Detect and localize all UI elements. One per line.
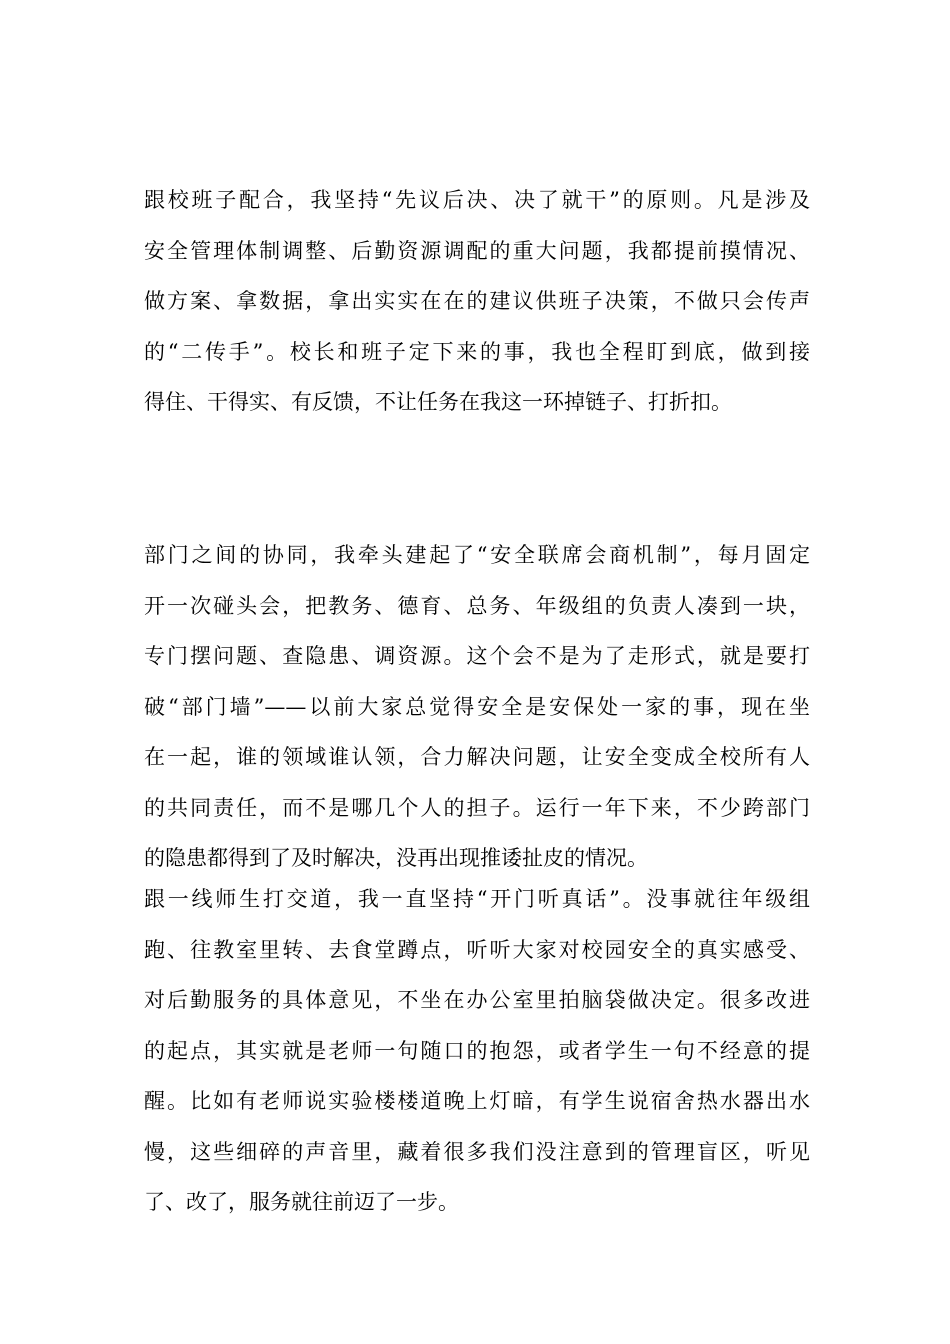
paragraph-line: 跟校班子配合，我坚持“先议后决、决了就干”的原则。凡是涉及	[144, 188, 810, 212]
paragraph-line: 的隐患都得到了及时解决，没再出现推诿扯皮的情况。	[144, 846, 648, 870]
paragraph-line: 开一次碰头会，把教务、德育、总务、年级组的负责人凑到一块，	[144, 593, 810, 618]
paragraph-leadership-coordination	[144, 175, 810, 428]
paragraph-line: 的“二传手”。校长和班子定下来的事，我也全程盯到底，做到接	[144, 339, 810, 364]
paragraph-line: 在一起，谁的领域谁认领，合力解决问题，让安全变成全校所有人	[144, 745, 810, 769]
paragraph-line: 了、改了，服务就往前迈了一步。	[144, 1190, 459, 1214]
paragraph-line: 的共同责任，而不是哪几个人的担子。运行一年下来，不少跨部门	[144, 795, 810, 820]
paragraph-line: 得住、干得实、有反馈，不让任务在我这一环掉链子、打折扣。	[144, 390, 732, 414]
paragraph-line: 醒。比如有老师说实验楼楼道晚上灯暗，有学生说宿舍热水器出水	[144, 1089, 810, 1113]
paragraph-line: 部门之间的协同，我牵头建起了“安全联席会商机制”，每月固定	[144, 543, 810, 567]
paragraph-department-collaboration	[144, 530, 810, 884]
paragraph-line: 跟一线师生打交道，我一直坚持“开门听真话”。没事就往年级组	[144, 887, 810, 911]
paragraph-line: 专门摆问题、查隐患、调资源。这个会不是为了走形式，就是要打	[144, 644, 810, 668]
paragraph-line: 跑、往教室里转、去食堂蹲点，听听大家对校园安全的真实感受、	[144, 937, 810, 962]
paragraph-line: 安全管理体制调整、后勤资源调配的重大问题，我都提前摸情况、	[144, 238, 810, 263]
paragraph-line: 对后勤服务的具体意见，不坐在办公室里拍脑袋做决定。很多改进	[144, 988, 810, 1012]
paragraph-frontline-feedback	[144, 874, 810, 1228]
paragraph-line: 慢，这些细碎的声音里，藏着很多我们没注意到的管理盲区，听见	[144, 1139, 810, 1164]
paragraph-line: 的起点，其实就是老师一句随口的抱怨，或者学生一句不经意的提	[144, 1038, 810, 1063]
paragraph-line: 破“部门墙”——以前大家总觉得安全是安保处一家的事，现在坐	[144, 694, 810, 719]
paragraph-line: 做方案、拿数据，拿出实实在在的建议供班子决策，不做只会传声	[144, 289, 810, 313]
